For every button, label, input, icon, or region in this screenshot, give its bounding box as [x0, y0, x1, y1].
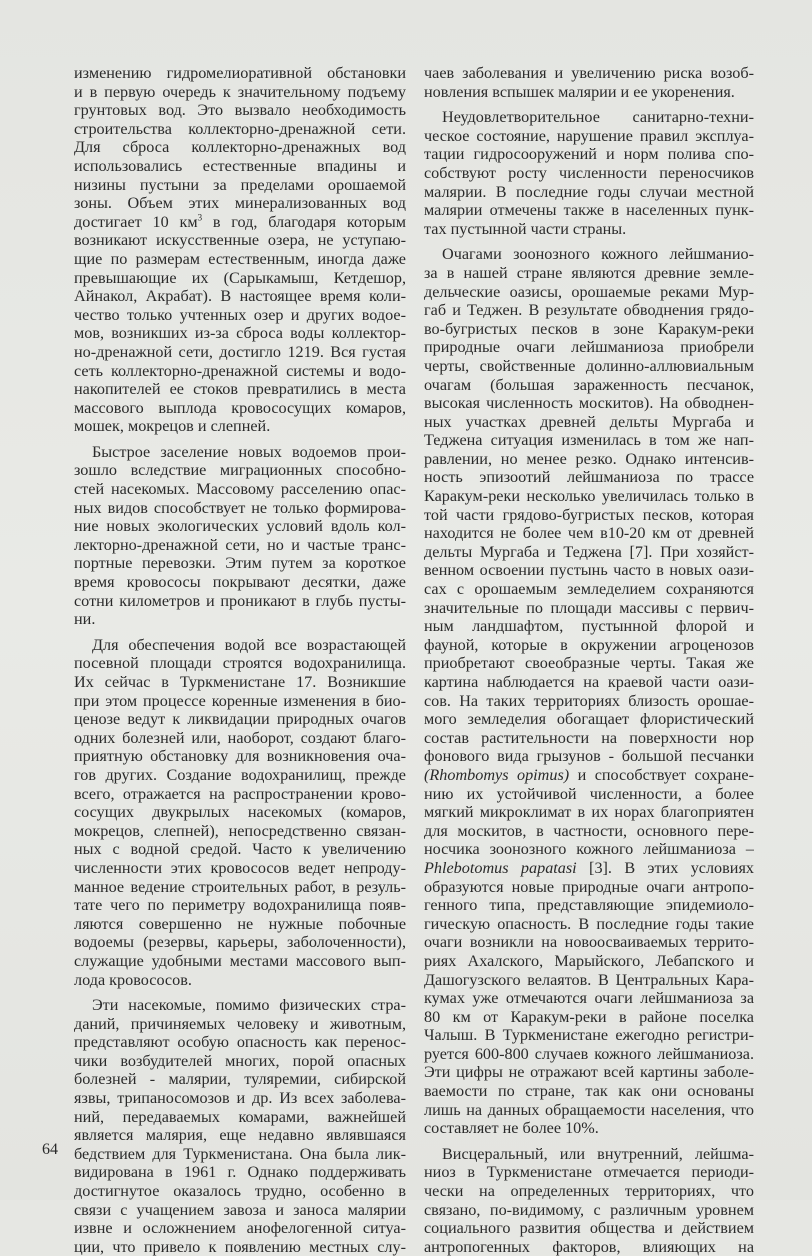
text-line: приятную обстановку для возникновения оча- — [74, 747, 406, 766]
text-line: Эти цифры не отражают всей картины заболе- — [424, 1063, 754, 1082]
text-line: дельческие оазисы, орошаемые реками Мур- — [424, 282, 754, 301]
text-line: за в нашей стране являются древние земле- — [424, 263, 754, 282]
text-line: извне и осложнением анофелогенной ситуа- — [74, 1219, 406, 1238]
text-line: Висцеральный, или внутренний, лейшма- — [442, 1144, 754, 1163]
text-line: манное ведение строительных работ, в резуль- — [74, 877, 406, 896]
text-line: зошло вследствие миграционных способно- — [74, 461, 406, 480]
text-line: мягкий микроклимат в их норах благоприятен — [424, 803, 754, 822]
text-line: Айнакол, Акрабат). В настоящее время коли- — [74, 287, 406, 306]
text-line: ческое состояние, нарушение правил эксплуа- — [424, 126, 754, 145]
text-line: сеть коллекторно-дренажной системы и водо- — [74, 361, 406, 380]
paragraph-gap — [424, 101, 754, 108]
text-line: достигает 10 $км^3$ в год, благодаря которым — [74, 212, 406, 231]
text-line: гов других. Создание водохранилищ, прежде — [74, 765, 406, 784]
text-line: венном освоении пустынь часто в новых оази- — [424, 561, 754, 580]
text-line: состав растительности на поверхности нор — [424, 728, 754, 747]
text-line: лода кровососов. — [74, 970, 192, 989]
text-line: ваемости по стране, так как они основаны — [424, 1082, 754, 1101]
text-line: 80 км от Каракум-реки в районе поселка — [424, 1007, 754, 1026]
text-line: сов. На таких территориях близость орошае- — [424, 691, 754, 710]
text-line: ниоз в Туркменистане отмечается периоди- — [424, 1163, 754, 1182]
text-line: Теджена ситуация изменилась в том же нап- — [424, 431, 754, 450]
text-line: болезней - малярии, туляремии, сибирской — [74, 1070, 406, 1089]
text-line: равлении, но менее резко. Однако интенсив- — [424, 449, 754, 468]
text-line: Их сейчас в Туркменистане 17. Возникшие — [74, 673, 406, 691]
text-line: возникают искусственные озера, не уступаю- — [74, 231, 406, 250]
text-line: Каракум-реки несколько увеличилась только в — [424, 487, 754, 506]
text-line: приобретают своеобразные черты. Такая же — [424, 654, 754, 673]
text-line: посевной площади строятся водохранилища. — [74, 654, 406, 673]
text-line: руется 600-800 случаев кожного лейшманиоза. — [424, 1044, 754, 1063]
paragraph-gap — [424, 238, 754, 245]
text-line: высокая численность москитов). На обводнен- — [424, 394, 754, 413]
text-line: генного типа, представляющие эпидемиоло- — [424, 896, 754, 915]
text-line: ность эпизоотий лейшманиоза по трассе — [424, 468, 754, 487]
text-line: ции, что привело к появлению местных слу- — [74, 1237, 406, 1256]
text-line: связи с учащением завоза и заноса малярии — [74, 1200, 406, 1219]
text-line: социального развития общества и действием — [424, 1219, 754, 1238]
text-line: сотни километров и проникают в глубь пусты- — [74, 591, 406, 610]
text-line: Эти насекомые, помимо физических стра- — [92, 996, 406, 1015]
text-line: но-дренажной сети, достигло 1219. Вся густая — [74, 342, 406, 361]
right-column — [424, 64, 754, 1256]
text-line: малярии. В последние годы случаи местной — [424, 182, 754, 201]
text-line: время кровососы покрывают десятки, даже — [74, 573, 406, 592]
text-line: Очагами зоонозного кожного лейшманио- — [442, 245, 754, 264]
text-line: носчика зоонозного кожного лейшманиоза – — [424, 840, 754, 859]
text-line: риях Ахалского, Марыйского, Лебапского и — [424, 951, 754, 970]
text-line: Дашогузского велаятов. В Центральных Кара- — [424, 970, 754, 989]
text-line: связано, по-видимому, с различным уровнем — [424, 1200, 754, 1219]
text-line: мого земледелия обогащает флористический — [424, 710, 754, 729]
text-line: малярии отмечены также в населенных пунк- — [424, 201, 754, 220]
text-line: чики возбудителей многих, порой опасных — [74, 1051, 406, 1070]
text-line: служащие удобными местами массового вып- — [74, 951, 406, 970]
text-line: ляются совершенно не нужные побочные — [74, 914, 406, 933]
text-line: язвы, трипаносомозов и др. Из всех заболева- — [74, 1089, 406, 1108]
text-line: накопителей ее стоков превратились в места — [74, 380, 406, 399]
text-line: ных с водной средой. Часто к увеличению — [74, 840, 406, 859]
paragraph-gap — [74, 629, 406, 636]
text-line: габ и Теджен. В результате обводнения грядо- — [424, 301, 754, 320]
text-line: тате чего по периметру водохранилища появ- — [74, 896, 406, 915]
text-line: ний, передаваемых комарами, важнейшей — [74, 1107, 406, 1126]
text-line: при этом процессе коренные изменения в био- — [74, 691, 406, 710]
text-line: очагам (большая зараженность песчанок, — [424, 375, 754, 394]
text-line: массового выплода кровососущих комаров, — [74, 398, 406, 417]
text-line: представляют особую опасность как перенос- — [74, 1033, 406, 1052]
text-line: антропогенных факторов, влияющих на — [424, 1237, 754, 1256]
text-line: ных участках древней дельты Мургаба и — [424, 412, 754, 431]
text-line: природные очаги лейшманиоза приобрели — [424, 338, 754, 357]
text-line: образуются новые природные очаги антропо- — [424, 877, 754, 896]
text-line: фауной, которые в окружении агроценозов — [424, 635, 754, 654]
species-name: (Rhombomys opimus) — [424, 765, 570, 784]
text-line: щие по размерам естественным, иногда даже — [74, 249, 406, 268]
paragraph-gap — [424, 1138, 754, 1145]
text-line: Неудовлетворительное санитарно-техни- — [442, 108, 754, 127]
text-line: Phlebotomus papatasi [3]. В этих условиях — [424, 858, 754, 877]
text-line: ценозе ведут к ликвидации природных очагов — [74, 710, 406, 729]
text-line: чаев заболевания и увеличению риска возоб- — [424, 64, 754, 82]
text-line: зоны. Объем этих минерализованных вод — [74, 194, 406, 213]
text-line: дельты Мургаба и Теджена [7]. При хозяйст- — [424, 542, 754, 561]
left-column — [74, 64, 406, 1256]
text-line: Для обеспечения водой все возрастающей — [92, 635, 406, 654]
text-line: во-бугристых песков в зоне Каракум-реки — [424, 319, 754, 338]
text-line: той части грядово-бугристых песков, которая — [424, 505, 754, 524]
text-line: значительные по площади массивы с первич- — [424, 598, 754, 617]
text-line: тации гидросооружений и норм полива спо- — [424, 145, 754, 164]
text-line: водоемы (резервы, карьеры, заболоченности), — [74, 933, 406, 952]
text-line: для москитов, в частности, основного пере- — [424, 821, 754, 840]
text-line: мокрецов, слепней), непосредственно связан- — [74, 821, 406, 840]
text-line: лишь на данных обращаемости населения, что — [424, 1100, 754, 1119]
text-line: сосущих двукрылых насекомых (комаров, — [74, 803, 406, 822]
text-line: ни. — [74, 610, 96, 629]
text-line: Чалыш. В Туркменистане ежегодно регистри- — [424, 1026, 754, 1045]
text-line: черты, свойственные долинно-аллювиальным — [424, 356, 754, 375]
text-line: стей насекомых. Массовому расселению опас- — [74, 480, 406, 499]
text-line: всего, отражается на распространении крово- — [74, 784, 406, 803]
text-line: низины пустыни за пределами орошаемой — [74, 175, 406, 194]
text-line: нию их устойчивой численности, а более — [424, 784, 754, 803]
paragraph-gap — [74, 989, 406, 996]
text-line: чески на определенных территориях, что — [424, 1182, 754, 1201]
text-line: превышающие их (Сарыкамыш, Кетдешор, — [74, 268, 406, 287]
text-line: мошек, мокрецов и слепней. — [74, 417, 271, 436]
page-number: 64 — [42, 1141, 58, 1158]
text-line: ние новых экологических условий вдоль кол- — [74, 517, 406, 536]
text-line: одних болезней или, наоборот, создают благо- — [74, 728, 406, 747]
text-line: грунтовых вод. Это вызвало необходимость — [74, 101, 406, 120]
text-line: Для сброса коллекторно-дренажных вод — [74, 138, 406, 157]
text-line: бедствием для Туркменистана. Она была лик- — [74, 1144, 406, 1163]
text-line: сах с орошаемым земледелием сохраняются — [424, 580, 754, 599]
text-line: строительства коллекторно-дренажной сети. — [74, 119, 406, 138]
text-line: лекторно-дренажной сети, но и частые транс- — [74, 535, 406, 554]
text-line: использовались естественные впадины и — [74, 156, 406, 175]
text-line: численности этих кровососов ведет непроду- — [74, 858, 406, 877]
text-line: собствуют росту численности переносчиков — [424, 163, 754, 182]
text-line: изменению гидромелиоративной обстановки — [74, 64, 406, 82]
text-line: даний, причиняемых человеку и животным, — [74, 1014, 406, 1033]
text-line: фонового вида грызунов - большой песчанки — [424, 747, 754, 766]
text-line: мов, возникших из-за сброса воды коллектор- — [74, 324, 406, 343]
text-line: очаги возникли на новоосваиваемых террито- — [424, 933, 754, 952]
text-line: Быстрое заселение новых водоемов прои- — [92, 442, 406, 461]
text-line: кумах уже отмечаются очаги лейшманиоза за — [424, 989, 754, 1008]
text-line: чество только учтенных озер и других водое- — [74, 305, 406, 324]
text-line: достигнутое оказалось трудно, особенно в — [74, 1182, 406, 1201]
text-line: составляет не более 10%. — [424, 1119, 599, 1138]
superscript: 3 — [197, 212, 203, 223]
paragraph-gap — [74, 436, 406, 443]
text-line: новления вспышек малярии и ее укоренения. — [424, 82, 735, 101]
text-line: картина наблюдается на краевой части оази- — [424, 673, 754, 691]
text-line: ных видов способствует не только формирова- — [74, 498, 406, 517]
text-line: гическую опасность. В последние годы такие — [424, 914, 754, 933]
text-line: ным ландшафтом, пустынной флорой и — [424, 617, 754, 636]
text-line: (Rhombomys opimus) и способствует сохране- — [424, 765, 754, 784]
text-line: находится не более чем в10-20 км от древней — [424, 524, 754, 543]
text-line: является малярия, еще недавно являвшаяся — [74, 1126, 406, 1145]
text-line: тах пустынной части страны. — [424, 219, 627, 238]
species-name: Phlebotomus papatasi — [424, 858, 577, 877]
text-line: видирована в 1961 г. Однако поддерживать — [74, 1163, 406, 1182]
text-line: портные перевозки. Этим путем за короткое — [74, 554, 406, 573]
text-line: и в первую очередь к значительному подъему — [74, 82, 406, 101]
